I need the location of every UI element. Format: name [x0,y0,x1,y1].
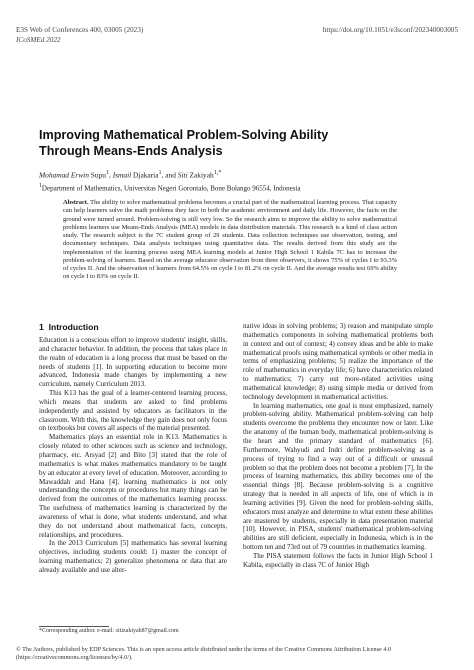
conference-name: ICoSMEd 2022 [16,36,61,44]
affiliation-text: Department of Mathematics, Universitas Negeri Gorontalo, Bone Bolango 96554, Indonesia [41,184,301,193]
affiliation [39,183,300,192]
section-title: Introduction [48,322,99,332]
author-list: Mohamad Erwin Supu$^1$, Ismail Djakaria$^1$, and Siti Zakiyah$^{1,*}$ [39,170,222,180]
paragraph: Mathematics plays an essential role in K13. Mathematics is closely related to other sciences such as science and technology, pharmacy, etc. Arsyad [2] and Bito [3] stated that the role of mathematics is what makes mathematics mandatory to be taught by an educator at every level of education. Moreover, according to Mawaddah and Hana [4], learning mathematics is not only understanding the concepts or procedures but many things can be derived from the outcomes of the mathematics learning process. The usefulness of mathematics learning is characterized by the awareness of what is done, what students understand, and what they do not understand about mathematical facts, concepts, relationships, and procedures. [39,433,227,539]
author-1-family: Supu [88,170,106,180]
journal-citation: E3S Web of Conferences 400, 03005 (2023) [16,26,144,34]
footnote-rule [39,626,109,627]
author-separator: , and [161,170,178,180]
section-number: 1 [39,322,44,332]
paper-title [39,127,419,159]
author-3-family: Zakiyah [187,170,214,180]
right-column [243,322,433,570]
paragraph: Education is a conscious effort to improve students' insight, skills, and character behavior. In addition, the process that takes place in the realm of education is a long process that must be based on the needs of students [1]. In supporting education to become more advanced, Indonesia made changes by implementing a new curriculum, namely Curriculum 2013. [39,336,227,389]
left-column [39,336,227,575]
abstract [63,199,397,282]
abstract-label: Abstract. [63,199,89,206]
title-line-2: Through Means-Ends Analysis [39,144,223,158]
section-heading [39,322,99,332]
author-3-given: Siti [177,170,188,180]
doi-link[interactable]: https://doi.org/10.1051/e3sconf/202340003005 [322,26,458,34]
abstract-text: The ability to solve mathematical problems becomes a crucial part of the mathematical learning process. That capacity can help learners solve the math problems they face in both the academic environment and daily life. However, the facts on the ground were turned around. Problem-solving is still very low. So the research aims to improve the ability to solve mathematical problems learners use Means-Ends Analysis (MEA) models in data distribution materials. This research is a kind of class action study. The research subject is the 7C student group of 29 students. Data collection techniques use observation, testing, and documentary techniques. Data analysis techniques using quantitative data. The results derived from this study are the implementation of the learning process using MEA learning models at Junior High School 1 Kabila 7C has to increase the problem-solving of learners. Based on the average educator observation from three observers, it shows 75% of cycles I to 93.3% of cycles II. And the observation of learners from 64.5% on cycle I to 81.2% on cycle II. And the average results test 69% ability on cycle I to 83% on cycle II. [63,199,397,281]
title-line-1: Improving Mathematical Problem-Solving Ability [39,128,329,142]
paragraph: In learning mathematics, one goal is most emphasized, namely problem-solving ability. Mathematical problem-solving can help students overcome the problems they encounter now or later. Like the anatomy of the human body, mathematical problem-solving is the heart and the primary standard of mathematics [6]. Furthermore, Wahyudi and Indri define problem-solving as a process of trying to find a way out of a difficult or unusual problem so that the problem does not become a problem [7]. In the process of learning mathematics, this ability becomes one of the essential things [8]. Because problem-solving is a cognitive strategy that is needed in all aspects of life, one of which is in learning activities [9]. Given the need for problem-solving skills, educators must analyze and determine to what extent these abilities are mastered by students, especially in data presentation material [10]. However, in PISA, students' mathematical problem-solving abilities are still deficient, especially in Indonesia, which is in the bottom ten and 73rd out of 79 countries in mathematics learning. [243,401,433,552]
author-2-family: Djakaria [131,170,159,180]
author-1-sup: 1 [105,170,110,176]
paragraph: In the 2013 Curriculum [5] mathematics has several learning objectives, including students could: 1) master the concept of learning mathematics; 2) generalize phenomena or data that are already available and use alter- [39,539,227,574]
author-2-sup: 1 [158,170,162,176]
paragraph: native ideas in solving problems; 3) reason and manipulate simple mathematics components in solving mathematical problems both in context and out of context; 4) convey ideas and be able to make mathematical proofs using mathematical symbols or other media in terms of emphasizing problems; 5) realize the importance of the role of mathematics in everyday life; 6) have characteristics related to mathematics; 7) carry out more-related activities using mathematical knowledge; 8) using simple media or derived from technology development in mathematical activities. [243,322,433,401]
affiliation-sup: 1 [39,183,42,189]
author-3-sup: 1,* [213,170,222,176]
license-footer: © The Authors, published by EDP Sciences. This is an open access article distributed under the terms of the Creative Commons Attribution License 4.0 (https://creativecommons.org/licenses/by/4.0/). [16,646,392,661]
author-1-given: Mohamad Erwin [39,170,89,180]
author-2-given: Ismail [112,170,132,180]
paragraph: This K13 has the goal of a learner-centered learning process, which means that students are asked to find problems independently and assisted by educators as facilitators in the classroom. With this, the knowledge they gain does not only focus on textbooks but covers all aspects of the material presented. [39,389,227,433]
paragraph: The PISA statement follows the facts in Junior High School 1 Kabila, especially in class 7C of Junior High [243,551,433,569]
corresponding-author-footnote: *Corresponding author. e-mail: sitizakiyah87@gmail.com [39,628,179,634]
